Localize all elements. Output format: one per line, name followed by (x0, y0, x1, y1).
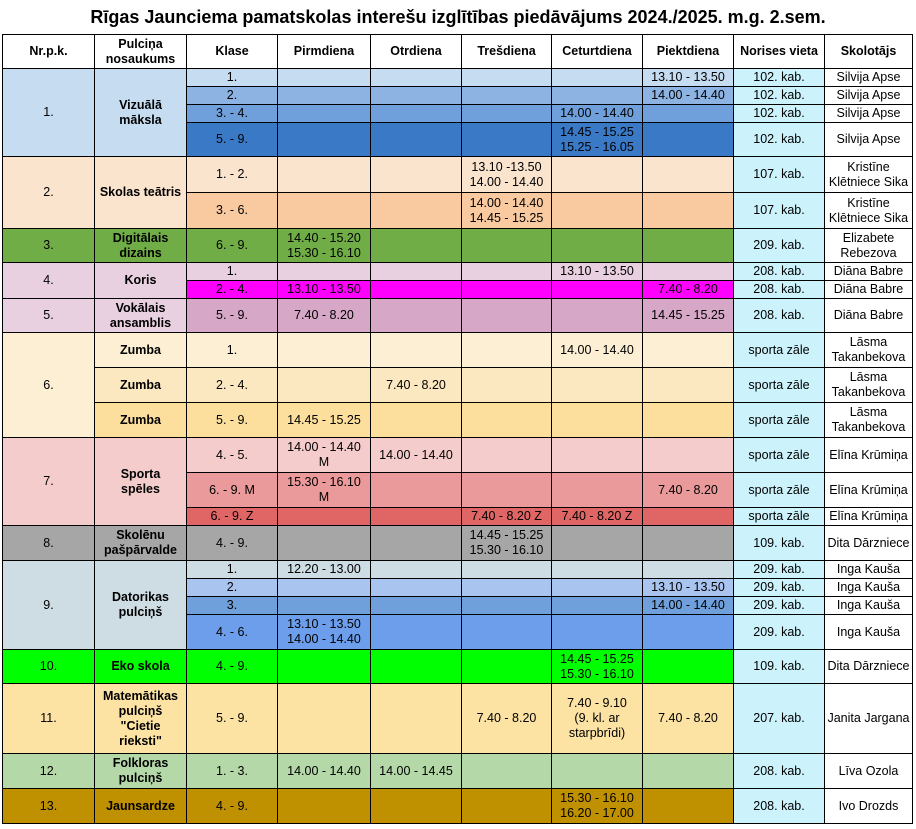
cell-tresdiena: 14.45 - 15.25 15.30 - 16.10 (462, 526, 552, 561)
cell-otrdiena (371, 157, 462, 193)
cell-klase: 1. (187, 333, 278, 368)
cell-otrdiena: 7.40 - 8.20 (371, 368, 462, 403)
cell-pirmdiena (278, 368, 371, 403)
club-name: Koris (95, 263, 187, 299)
club-name: Sporta spēles (95, 438, 187, 526)
cell-pirmdiena: 12.20 - 13.00 (278, 561, 371, 579)
club-name: Jaunsardze (95, 789, 187, 824)
cell-klase: 3. (187, 597, 278, 615)
cell-otrdiena (371, 263, 462, 281)
table-row (3, 69, 913, 87)
cell-klase: 3. - 4. (187, 105, 278, 123)
cell-otrdiena (371, 615, 462, 650)
club-name: Zumba (95, 368, 187, 403)
cell-pirmdiena (278, 123, 371, 157)
cell-tresdiena: 7.40 - 8.20 (462, 684, 552, 754)
cell-skolotajs: Inga Kauša (825, 561, 913, 579)
cell-skolotajs: Inga Kauša (825, 579, 913, 597)
cell-otrdiena (371, 333, 462, 368)
cell-klase: 4. - 6. (187, 615, 278, 650)
cell-ceturtdiena: 7.40 - 8.20 Z (552, 508, 643, 526)
cell-otrdiena (371, 789, 462, 824)
club-name: Matemātikas pulciņš "Cietie rieksti" (95, 684, 187, 754)
cell-pirmdiena (278, 263, 371, 281)
cell-pirmdiena: 7.40 - 8.20 (278, 299, 371, 333)
cell-piektdiena (643, 333, 734, 368)
cell-pirmdiena (278, 789, 371, 824)
cell-klase: 2. (187, 87, 278, 105)
cell-tresdiena (462, 473, 552, 508)
cell-otrdiena (371, 561, 462, 579)
group-number: 1. (3, 69, 95, 157)
cell-pirmdiena (278, 87, 371, 105)
cell-otrdiena (371, 650, 462, 684)
cell-ceturtdiena (552, 579, 643, 597)
cell-klase: 5. - 9. (187, 403, 278, 438)
cell-skolotajs: Diāna Babre (825, 263, 913, 281)
cell-tresdiena: 13.10 -13.50 14.00 - 14.40 (462, 157, 552, 193)
table-row (3, 650, 913, 684)
cell-piektdiena (643, 650, 734, 684)
cell-piektdiena (643, 789, 734, 824)
cell-norises-vieta: 209. kab. (734, 561, 825, 579)
group-number: 7. (3, 438, 95, 526)
cell-piektdiena: 7.40 - 8.20 (643, 281, 734, 299)
cell-piektdiena (643, 157, 734, 193)
cell-tresdiena (462, 229, 552, 263)
cell-skolotajs: Dita Dārzniece (825, 526, 913, 561)
cell-tresdiena (462, 789, 552, 824)
cell-norises-vieta: 107. kab. (734, 193, 825, 229)
cell-piektdiena (643, 615, 734, 650)
cell-klase: 4. - 9. (187, 650, 278, 684)
header-row (3, 35, 913, 69)
cell-norises-vieta: sporta zāle (734, 403, 825, 438)
cell-ceturtdiena (552, 615, 643, 650)
cell-norises-vieta: sporta zāle (734, 508, 825, 526)
club-name: Eko skola (95, 650, 187, 684)
cell-klase: 1. - 2. (187, 157, 278, 193)
cell-tresdiena (462, 281, 552, 299)
cell-pirmdiena (278, 650, 371, 684)
header-ceturtdiena: Ceturtdiena (552, 35, 643, 69)
cell-pirmdiena (278, 508, 371, 526)
header-otrdiena: Otrdiena (371, 35, 462, 69)
cell-klase: 2. - 4. (187, 368, 278, 403)
club-name: Digitālais dizains (95, 229, 187, 263)
cell-otrdiena (371, 87, 462, 105)
cell-norises-vieta: 102. kab. (734, 69, 825, 87)
cell-klase: 6. - 9. Z (187, 508, 278, 526)
cell-otrdiena: 14.00 - 14.45 (371, 754, 462, 789)
cell-piektdiena: 7.40 - 8.20 (643, 684, 734, 754)
cell-klase: 1. - 3. (187, 754, 278, 789)
cell-otrdiena (371, 229, 462, 263)
cell-skolotajs: Elīna Krūmiņa (825, 473, 913, 508)
cell-norises-vieta: 207. kab. (734, 684, 825, 754)
group-number: 12. (3, 754, 95, 789)
cell-skolotajs: Dita Dārzniece (825, 650, 913, 684)
cell-norises-vieta: sporta zāle (734, 333, 825, 368)
cell-norises-vieta: sporta zāle (734, 473, 825, 508)
cell-piektdiena (643, 508, 734, 526)
cell-ceturtdiena: 13.10 - 13.50 (552, 263, 643, 281)
table-row (3, 684, 913, 754)
group-number: 13. (3, 789, 95, 824)
cell-piektdiena (643, 263, 734, 281)
cell-pirmdiena: 14.00 - 14.40 M (278, 438, 371, 473)
cell-skolotajs: Elizabete Rebezova (825, 229, 913, 263)
cell-skolotajs: Silvija Apse (825, 69, 913, 87)
table-row (3, 754, 913, 789)
table-row (3, 299, 913, 333)
cell-pirmdiena: 15.30 - 16.10 M (278, 473, 371, 508)
club-name: Skolas teātris (95, 157, 187, 229)
cell-norises-vieta: 209. kab. (734, 615, 825, 650)
cell-ceturtdiena (552, 597, 643, 615)
cell-tresdiena (462, 615, 552, 650)
cell-pirmdiena (278, 333, 371, 368)
cell-norises-vieta: 109. kab. (734, 526, 825, 561)
club-name: Zumba (95, 403, 187, 438)
cell-pirmdiena: 13.10 - 13.50 14.00 - 14.40 (278, 615, 371, 650)
cell-piektdiena: 14.00 - 14.40 (643, 87, 734, 105)
cell-skolotajs: Ivo Drozds (825, 789, 913, 824)
cell-tresdiena: 14.00 - 14.40 14.45 - 15.25 (462, 193, 552, 229)
cell-skolotajs: Lāsma Takanbekova (825, 368, 913, 403)
club-name: Folkloras pulciņš (95, 754, 187, 789)
cell-piektdiena (643, 123, 734, 157)
table-row (3, 789, 913, 824)
group-number: 11. (3, 684, 95, 754)
group-number: 8. (3, 526, 95, 561)
cell-ceturtdiena: 14.00 - 14.40 (552, 333, 643, 368)
schedule-table (2, 34, 913, 824)
cell-ceturtdiena: 14.45 - 15.25 15.30 - 16.10 (552, 650, 643, 684)
cell-ceturtdiena: 14.00 - 14.40 (552, 105, 643, 123)
cell-pirmdiena (278, 105, 371, 123)
cell-tresdiena (462, 105, 552, 123)
cell-skolotajs: Silvija Apse (825, 87, 913, 105)
cell-klase: 1. (187, 561, 278, 579)
cell-skolotajs: Inga Kauša (825, 615, 913, 650)
club-name: Vizuālā māksla (95, 69, 187, 157)
table-row (3, 157, 913, 193)
cell-skolotajs: Lāsma Takanbekova (825, 403, 913, 438)
cell-ceturtdiena: 7.40 - 9.10 (9. kl. ar starpbrīdi) (552, 684, 643, 754)
cell-ceturtdiena: 15.30 - 16.10 16.20 - 17.00 (552, 789, 643, 824)
table-row (3, 333, 913, 368)
group-number: 3. (3, 229, 95, 263)
cell-piektdiena (643, 193, 734, 229)
cell-pirmdiena (278, 684, 371, 754)
club-name: Datorikas pulciņš (95, 561, 187, 650)
cell-skolotajs: Elīna Krūmiņa (825, 438, 913, 473)
cell-otrdiena (371, 193, 462, 229)
cell-otrdiena (371, 299, 462, 333)
cell-norises-vieta: 102. kab. (734, 105, 825, 123)
cell-klase: 5. - 9. (187, 684, 278, 754)
cell-norises-vieta: 209. kab. (734, 579, 825, 597)
cell-ceturtdiena (552, 754, 643, 789)
cell-skolotajs: Līva Ozola (825, 754, 913, 789)
cell-pirmdiena (278, 597, 371, 615)
cell-ceturtdiena (552, 229, 643, 263)
club-name: Vokālais ansamblis (95, 299, 187, 333)
cell-skolotajs: Lāsma Takanbekova (825, 333, 913, 368)
cell-tresdiena (462, 561, 552, 579)
cell-piektdiena (643, 438, 734, 473)
cell-otrdiena (371, 473, 462, 508)
cell-klase: 3. - 6. (187, 193, 278, 229)
cell-klase: 4. - 5. (187, 438, 278, 473)
cell-norises-vieta: 107. kab. (734, 157, 825, 193)
cell-klase: 1. (187, 263, 278, 281)
cell-tresdiena (462, 438, 552, 473)
cell-tresdiena (462, 69, 552, 87)
cell-norises-vieta: 209. kab. (734, 597, 825, 615)
cell-klase: 1. (187, 69, 278, 87)
cell-pirmdiena (278, 193, 371, 229)
cell-klase: 5. - 9. (187, 123, 278, 157)
cell-otrdiena (371, 526, 462, 561)
cell-otrdiena (371, 105, 462, 123)
header-skolotajs: Skolotājs (825, 35, 913, 69)
cell-klase: 2. - 4. (187, 281, 278, 299)
cell-pirmdiena (278, 579, 371, 597)
cell-pirmdiena: 14.00 - 14.40 (278, 754, 371, 789)
cell-otrdiena (371, 123, 462, 157)
cell-pirmdiena: 14.40 - 15.20 15.30 - 16.10 (278, 229, 371, 263)
cell-norises-vieta: 208. kab. (734, 789, 825, 824)
header-piektdiena: Piektdiena (643, 35, 734, 69)
cell-piektdiena (643, 526, 734, 561)
cell-norises-vieta: 208. kab. (734, 299, 825, 333)
cell-piektdiena (643, 105, 734, 123)
table-row (3, 263, 913, 281)
cell-piektdiena (643, 368, 734, 403)
cell-ceturtdiena (552, 561, 643, 579)
cell-pirmdiena: 14.45 - 15.25 (278, 403, 371, 438)
cell-piektdiena: 14.45 - 15.25 (643, 299, 734, 333)
table-row (3, 229, 913, 263)
cell-ceturtdiena (552, 526, 643, 561)
cell-norises-vieta: 102. kab. (734, 87, 825, 105)
cell-tresdiena (462, 87, 552, 105)
cell-norises-vieta: 102. kab. (734, 123, 825, 157)
cell-piektdiena: 14.00 - 14.40 (643, 597, 734, 615)
header-pirmdiena: Pirmdiena (278, 35, 371, 69)
group-number: 10. (3, 650, 95, 684)
cell-tresdiena (462, 123, 552, 157)
group-number: 2. (3, 157, 95, 229)
cell-ceturtdiena (552, 87, 643, 105)
cell-skolotajs: Kristīne Klētniece Sika (825, 193, 913, 229)
page-title: Rīgas Jaunciema pamatskolas interešu izglītības piedāvājums 2024./2025. m.g. 2.sem. (90, 7, 826, 27)
cell-klase: 2. (187, 579, 278, 597)
cell-norises-vieta: 209. kab. (734, 229, 825, 263)
cell-ceturtdiena (552, 69, 643, 87)
header-tresdiena: Trešdiena (462, 35, 552, 69)
cell-tresdiena (462, 333, 552, 368)
header-nr: Nr.p.k. (3, 35, 95, 69)
cell-piektdiena (643, 229, 734, 263)
cell-tresdiena (462, 754, 552, 789)
cell-klase: 5. - 9. (187, 299, 278, 333)
cell-otrdiena: 14.00 - 14.40 (371, 438, 462, 473)
cell-klase: 6. - 9. M (187, 473, 278, 508)
cell-norises-vieta: 208. kab. (734, 263, 825, 281)
cell-skolotajs: Silvija Apse (825, 123, 913, 157)
cell-skolotajs: Inga Kauša (825, 597, 913, 615)
header-name: Pulciņa nosaukums (95, 35, 187, 69)
cell-pirmdiena (278, 69, 371, 87)
cell-skolotajs: Kristīne Klētniece Sika (825, 157, 913, 193)
cell-tresdiena (462, 403, 552, 438)
club-name: Skolēnu pašpārvalde (95, 526, 187, 561)
cell-klase: 4. - 9. (187, 789, 278, 824)
cell-tresdiena (462, 579, 552, 597)
cell-skolotajs: Diāna Babre (825, 299, 913, 333)
cell-skolotajs: Janita Jargana (825, 684, 913, 754)
cell-otrdiena (371, 403, 462, 438)
header-klase: Klase (187, 35, 278, 69)
cell-skolotajs: Silvija Apse (825, 105, 913, 123)
cell-pirmdiena (278, 526, 371, 561)
cell-otrdiena (371, 69, 462, 87)
group-number: 9. (3, 561, 95, 650)
cell-skolotajs: Elīna Krūmiņa (825, 508, 913, 526)
cell-tresdiena (462, 299, 552, 333)
cell-ceturtdiena: 14.45 - 15.25 15.25 - 16.05 (552, 123, 643, 157)
cell-pirmdiena (278, 157, 371, 193)
cell-otrdiena (371, 684, 462, 754)
cell-otrdiena (371, 597, 462, 615)
group-number: 6. (3, 333, 95, 438)
cell-tresdiena (462, 368, 552, 403)
cell-norises-vieta: sporta zāle (734, 368, 825, 403)
cell-tresdiena (462, 263, 552, 281)
table-row (3, 438, 913, 473)
cell-piektdiena (643, 754, 734, 789)
club-name: Zumba (95, 333, 187, 368)
cell-ceturtdiena (552, 368, 643, 403)
cell-ceturtdiena (552, 157, 643, 193)
cell-norises-vieta: 208. kab. (734, 754, 825, 789)
table-row (3, 526, 913, 561)
group-number: 5. (3, 299, 95, 333)
cell-otrdiena (371, 579, 462, 597)
group-number: 4. (3, 263, 95, 299)
cell-norises-vieta: 109. kab. (734, 650, 825, 684)
cell-ceturtdiena (552, 299, 643, 333)
table-row (3, 368, 913, 403)
cell-skolotajs: Diāna Babre (825, 281, 913, 299)
cell-otrdiena (371, 281, 462, 299)
cell-otrdiena (371, 508, 462, 526)
cell-norises-vieta: sporta zāle (734, 438, 825, 473)
cell-ceturtdiena (552, 281, 643, 299)
cell-klase: 6. - 9. (187, 229, 278, 263)
cell-ceturtdiena (552, 438, 643, 473)
cell-pirmdiena: 13.10 - 13.50 (278, 281, 371, 299)
cell-tresdiena (462, 597, 552, 615)
cell-norises-vieta: 208. kab. (734, 281, 825, 299)
cell-piektdiena (643, 561, 734, 579)
cell-piektdiena: 13.10 - 13.50 (643, 579, 734, 597)
cell-piektdiena (643, 403, 734, 438)
table-row (3, 403, 913, 438)
cell-piektdiena: 13.10 - 13.50 (643, 69, 734, 87)
cell-ceturtdiena (552, 473, 643, 508)
cell-klase: 4. - 9. (187, 526, 278, 561)
cell-tresdiena: 7.40 - 8.20 Z (462, 508, 552, 526)
cell-tresdiena (462, 650, 552, 684)
header-norises-vieta: Norises vieta (734, 35, 825, 69)
cell-ceturtdiena (552, 193, 643, 229)
table-row (3, 561, 913, 579)
cell-ceturtdiena (552, 403, 643, 438)
cell-piektdiena: 7.40 - 8.20 (643, 473, 734, 508)
